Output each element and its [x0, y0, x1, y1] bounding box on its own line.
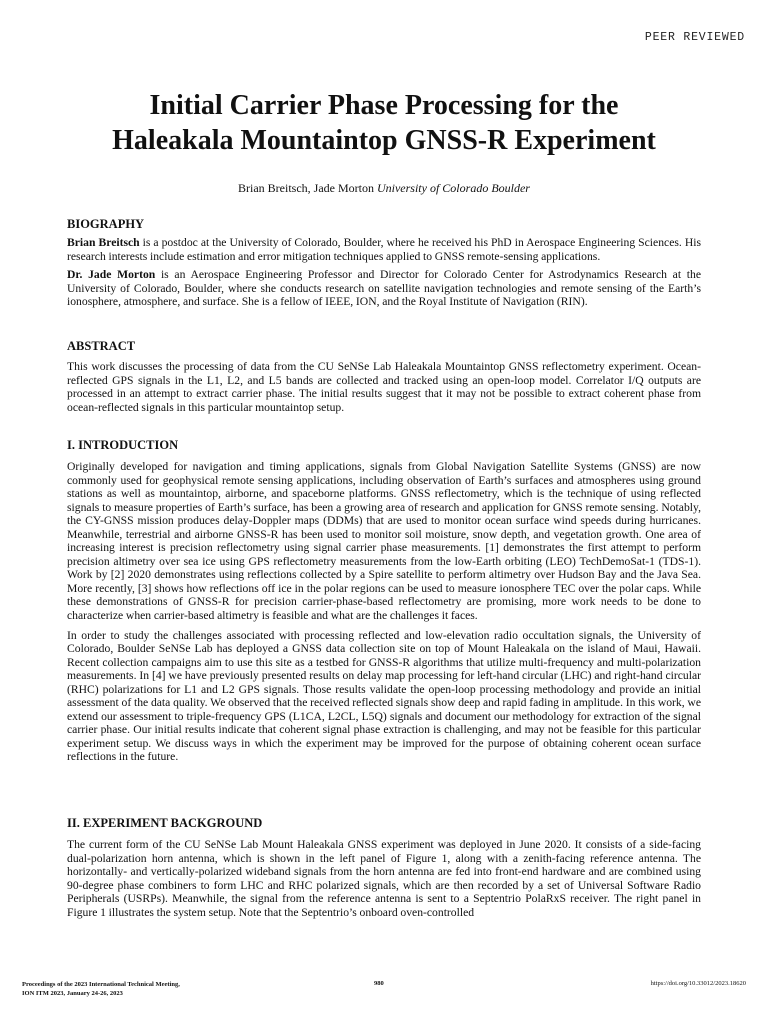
- footer-proceedings-line-2: ION ITM 2023, January 24-26, 2023: [22, 990, 123, 997]
- page-number: 980: [374, 980, 384, 987]
- bio-name-morton: Dr. Jade Morton: [67, 268, 156, 282]
- introduction-heading: I. INTRODUCTION: [67, 438, 179, 452]
- introduction-paragraph-1: Originally developed for navigation and timing applications, signals from Global Navigation Satellite Systems (GNSS) are now commonly used for geophysical remote sensing applications, including observation of Earth’s surfaces and atmospheres using ground stations as well as mountaintop, airborne, and spaceborne platforms. GNSS reflectometry, which is the technique of using reflected signals to measure properties of Earth’s surface, has been a growing area of research and application for GNSS remote sensing. Notably, the CY-GNSS mission produces delay-Doppler maps (DDMs) that are used to monitor ocean surface wind speeds during hurricanes. Meanwhile, terrestrial and airborne GNSS-R has been used to monitor soil moisture, snow depth, and vegetation growth. One area of increasing interest is precision reflectometry using signal carrier phase measurements. [1] demonstrates the first attempt to perform precision altimetry over sea ice using GPS reflectometry measurements from the low-Earth orbiting (LEO) TechDemoSat-1 (TDS-1). Work by [2] 2020 demonstrates using reflections collected by a Spire satellite to perform altimetry over Hudson Bay and the Java Sea. More recently, [3] shows how reflections off ice in the polar regions can be used to measure ionosphere TEC over the polar caps. While these demonstrations of GNSS-R for precision carrier-phase-based reflectometry are promising, more work needs to be done to characterize when carrier-based altimetry is feasible and what are the challenges it faces.: [67, 460, 701, 623]
- title-line-2: Haleakala Mountaintop GNSS-R Experiment: [112, 125, 656, 156]
- peer-reviewed-label: PEER REVIEWED: [644, 31, 745, 44]
- experiment-heading: II. EXPERIMENT BACKGROUND: [67, 816, 263, 830]
- author-line: [40, 181, 728, 196]
- biography-section: [67, 217, 701, 309]
- bio-text-morton: is an Aerospace Engineering Professor and Director for Colorado Center for Astrodynamics Research at the University of Colorado, Boulder, where she conducts research on satellite navigation technologies and remote sensing of the Earth’s ionosphere, atmosphere, and surface. She is a fellow of IEEE, ION, and the Royal Institute of Navigation (RIN).: [67, 268, 702, 309]
- biography-paragraph-2: [67, 268, 701, 309]
- experiment-paragraph-1: The current form of the CU SeNSe Lab Mount Haleakala GNSS experiment was deployed in June 2020. It consists of a side-facing dual-polarization horn antenna, which is shown in the left panel of Figure 1, along with a zenith-facing reference antenna. The horizontally- and vertically-polarized wideband signals from the horn antenna are fed into front-end hardware and are combined using 90-degree phase combiners to form LHC and RHC polarized signals, which are then recorded by a set of Universal Software Radio Peripherals (USRPs). Meanwhile, the signal from the reference antenna is sent to a Septentrio PolaRxS receiver. The right panel in Figure 1 illustrates the system setup. Note that the Septentrio’s onboard oven-controlled: [67, 838, 701, 919]
- abstract-heading: ABSTRACT: [67, 339, 136, 353]
- title-line-1: Initial Carrier Phase Processing for the: [149, 90, 619, 121]
- abstract-section: [67, 339, 701, 414]
- footer-proceedings: [22, 980, 180, 998]
- introduction-paragraph-2: In order to study the challenges associated with processing reflected and low-elevation radio occultation signals, the University of Colorado, Boulder SeNSe Lab has deployed a GNSS data collection site on top of Mount Haleakala on the island of Maui, Hawaii. Recent collection campaigns aim to use this site as a testbed for GNSS-R algorithms that utilize multi-frequency and multi-polarization measurements. In [4] we have previously presented results on delay map processing for left-hand circular (LHC) and right-hand circular (RHC) polarizations for L1 and L2 GPS signals. Those results validate the open-loop processing methodology and provide an initial assessment of the data quality. We observed that the received reflected signals show deep and rapid fading in amplitude. In this work, we extend our assessment to triple-frequency GPS (L1CA, L2CL, L5Q) signals and document our methodology for extraction of the signal carrier phase. Our initial results indicate that coherent signal phase extraction is challenging, and may not be feasible for this particular experiment setup. We discuss ways in which the experiment may be improved for the purpose of obtaining coherent ocean surface reflections in the future.: [67, 628, 701, 764]
- author-names: Brian Breitsch, Jade Morton: [238, 181, 374, 195]
- experiment-section: [67, 816, 701, 919]
- biography-paragraph-1: [67, 236, 701, 263]
- author-affiliation: University of Colorado Boulder: [376, 181, 530, 195]
- doi-link[interactable]: https://doi.org/10.33012/2023.18620: [650, 980, 746, 987]
- paper-title: [40, 88, 728, 158]
- introduction-section: [67, 438, 701, 764]
- abstract-paragraph: This work discusses the processing of data from the CU SeNSe Lab Haleakala Mountaintop GNSS reflectometry experiment. Ocean-reflected GPS signals in the L1, L2, and L5 bands are collected and tracked using an open-loop model. Correlator I/Q outputs are processed in an attempt to extract carrier phase. The initial results suggest that it may not be possible to extract coherent phase from ocean-reflected signals in this particular mountaintop setup.: [67, 360, 701, 414]
- bio-text-breitsch: is a postdoc at the University of Colorado, Boulder, where he received his PhD in Aerospace Engineering Sciences. His research interests include estimation and error mitigation techniques applied to GNSS remote-sensing applications.: [67, 236, 701, 263]
- bio-name-breitsch: Brian Breitsch: [67, 236, 140, 249]
- footer-proceedings-line-1: Proceedings of the 2023 International Technical Meeting,: [22, 981, 180, 988]
- biography-heading: BIOGRAPHY: [67, 217, 145, 231]
